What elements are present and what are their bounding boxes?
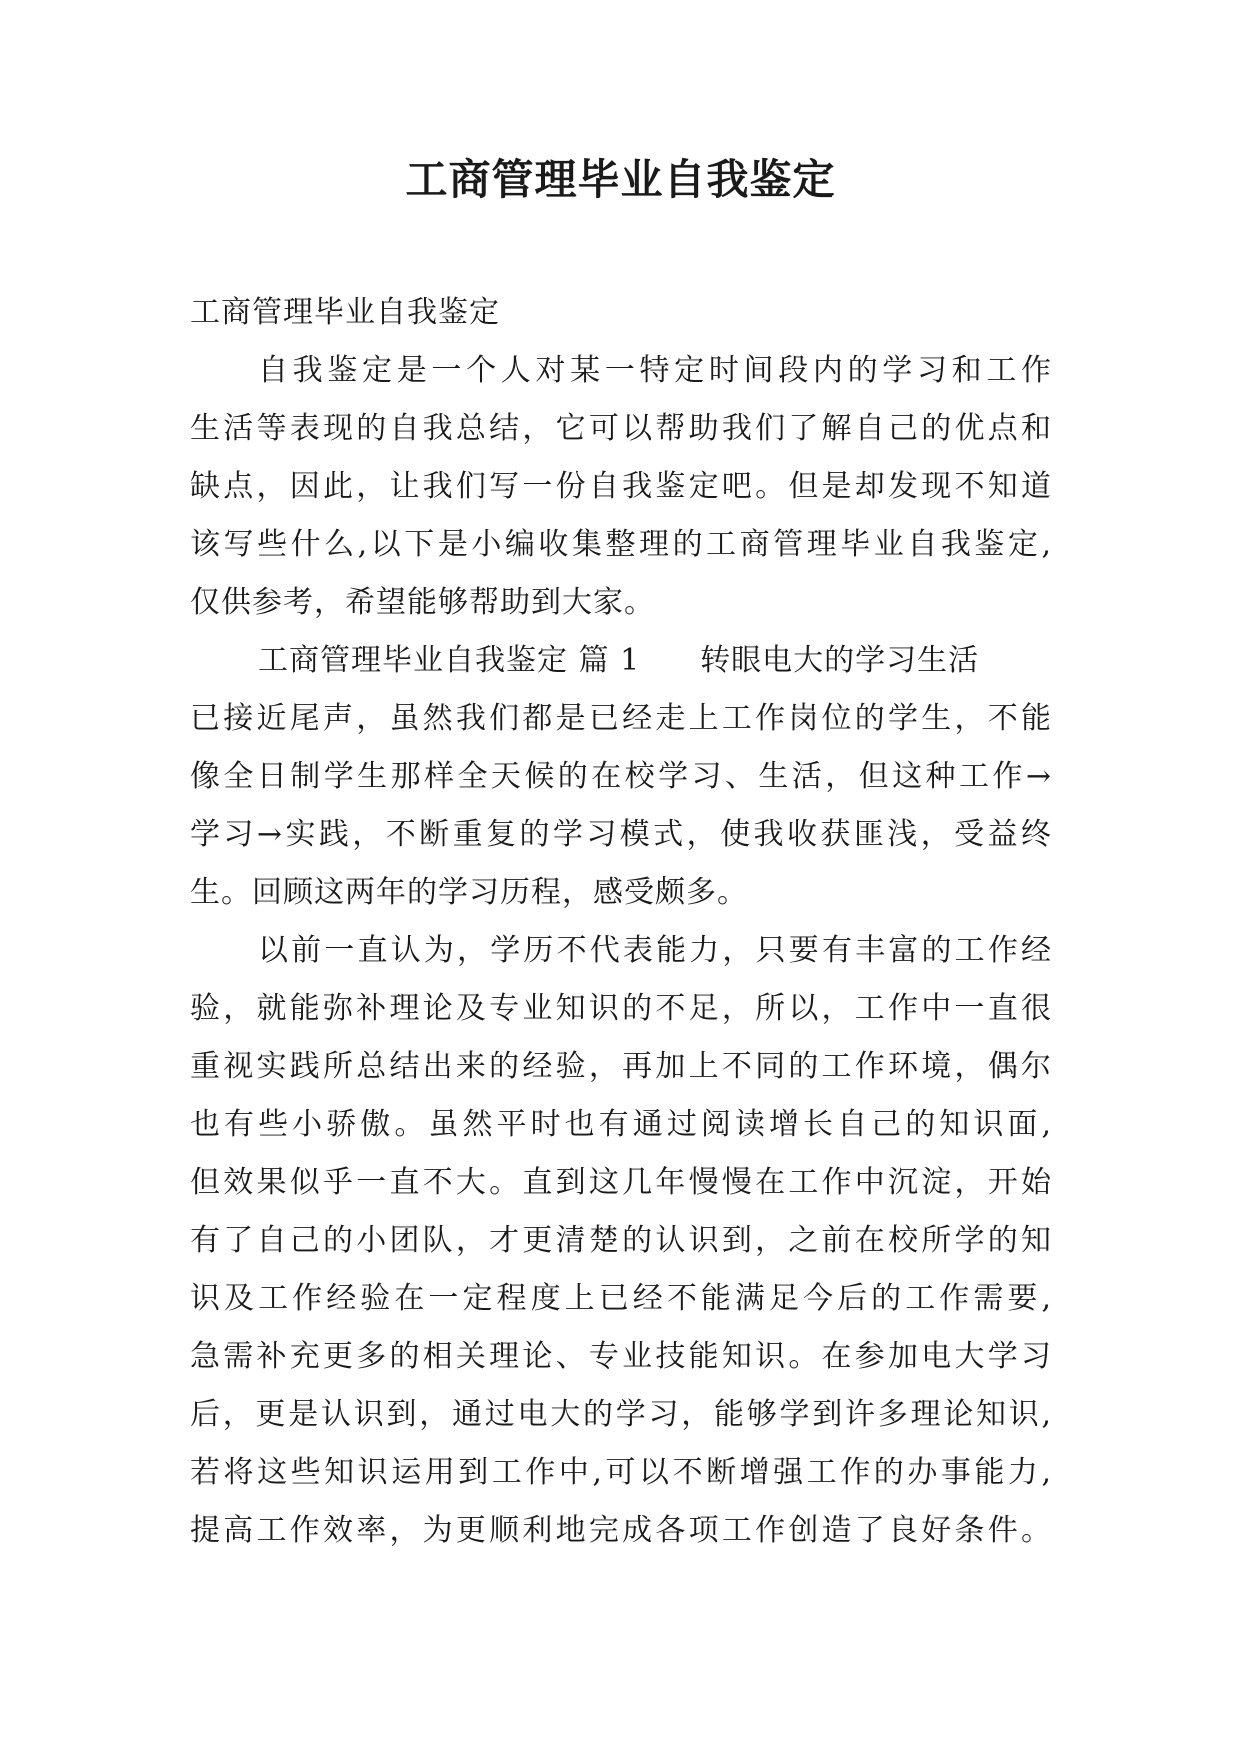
intro-line-4: 该写些什么,以下是小编收集整理的工商管理毕业自我鉴定, xyxy=(190,527,1052,562)
para2-line-4: 也有些小骄傲。虽然平时也有通过阅读增长自己的知识面, xyxy=(190,1107,1052,1142)
section1-line-3: 像全日制学生那样全天候的在校学习、生活，但这种工作→ xyxy=(190,759,1052,794)
para2-line-11: 提高工作效率，为更顺利地完成各项工作创造了良好条件。 xyxy=(190,1513,1052,1548)
para2-line-1: 以前一直认为，学历不代表能力，只要有丰富的工作经 xyxy=(258,933,1052,968)
section1-line-4: 学习→实践，不断重复的学习模式，使我收获匪浅，受益终 xyxy=(190,817,1052,852)
section1-first-line xyxy=(190,632,1052,690)
intro-line-3: 缺点，因此，让我们写一份自我鉴定吧。但是却发现不知道 xyxy=(190,469,1052,504)
para2-line-5: 但效果似乎一直不大。直到这几年慢慢在工作中沉淀，开始 xyxy=(190,1165,1052,1200)
para2-line-6: 有了自己的小团队，才更清楚的认识到，之前在校所学的知 xyxy=(190,1223,1052,1258)
intro-line-2: 生活等表现的自我总结，它可以帮助我们了解自己的优点和 xyxy=(190,411,1052,446)
para2-line-3: 重视实践所总结出来的经验，再加上不同的工作环境，偶尔 xyxy=(190,1049,1052,1084)
section1-line-1: 转眼电大的学习生活 xyxy=(700,643,980,678)
para2-line-8: 急需补充更多的相关理论、专业技能知识。在参加电大学习 xyxy=(190,1339,1052,1374)
para2-line-9: 后，更是认识到，通过电大的学习，能够学到许多理论知识, xyxy=(190,1397,1052,1432)
intro-line-5: 仅供参考，希望能够帮助到大家。 xyxy=(190,585,655,620)
subtitle-line: 工商管理毕业自我鉴定 xyxy=(190,295,500,330)
para2-line-10: 若将这些知识运用到工作中,可以不断增强工作的办事能力, xyxy=(190,1455,1052,1490)
section1-line-5: 生。回顾这两年的学习历程，感受颇多。 xyxy=(190,875,748,910)
para2-line-2: 验，就能弥补理论及专业知识的不足，所以，工作中一直很 xyxy=(190,991,1052,1026)
document-title: 工商管理毕业自我鉴定 xyxy=(405,155,836,204)
document-body xyxy=(190,284,1052,1560)
intro-line-1: 自我鉴定是一个人对某一特定时间段内的学习和工作 xyxy=(258,353,1052,388)
section1-heading: 工商管理毕业自我鉴定 篇 1 xyxy=(258,643,641,678)
section1-line-2: 已接近尾声，虽然我们都是已经走上工作岗位的学生，不能 xyxy=(190,701,1052,736)
para2-line-7: 识及工作经验在一定程度上已经不能满足今后的工作需要, xyxy=(190,1281,1052,1316)
